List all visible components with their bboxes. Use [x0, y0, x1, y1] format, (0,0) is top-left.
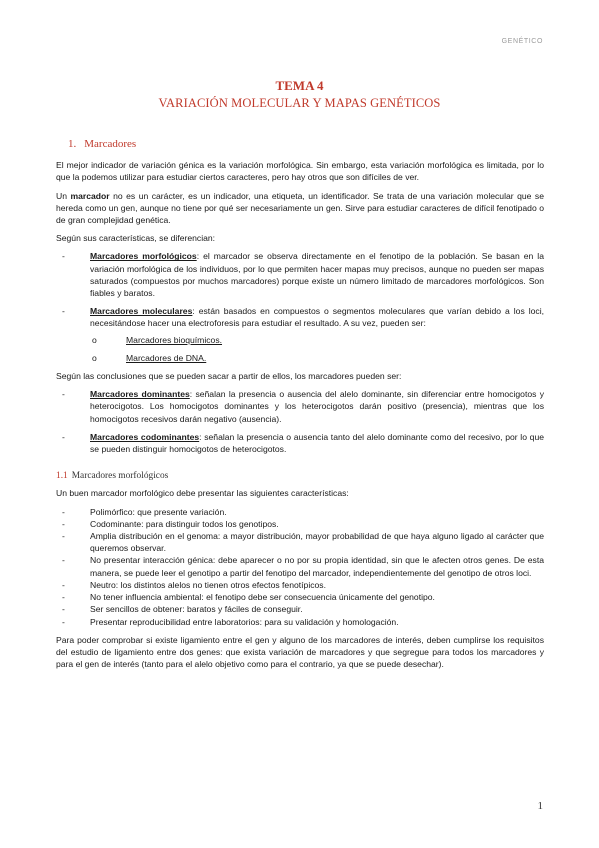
section-number: 1.1 [56, 471, 68, 482]
list-item: - Neutro: los distintos alelos no tienen otros efectos fenotípicos. [56, 579, 544, 591]
list-item: - Amplia distribución en el genoma: a mayor distribución, mayor probabilidad de que haya alguno ligado al carácter que queremos observar. [56, 530, 544, 554]
list-item: - Marcadores codominantes: señalan la presencia o ausencia tanto del alelo dominante como del recesivo, por lo que se pueden distinguir homocigotos de heterocigotos. [56, 431, 544, 455]
paragraph-conclusions-intro: Según las conclusiones que se pueden sacar a partir de ellos, los marcadores pueden ser: [56, 371, 402, 382]
section-number: 1. [68, 138, 77, 150]
document-body [56, 138, 544, 676]
list-item: - Polimórfico: que presente variación. [56, 506, 544, 518]
list-item: - No tener influencia ambiental: el fenotipo debe ser consecuencia únicamente del genotipo. [56, 591, 544, 603]
list-item: - Marcadores morfológicos: el marcador se observa directamente en el fenotipo de la población. Se basan en la variación morfológica de los individuos, por lo que permiten hacer mapas muy precisos, aunque no pueden ser mapas saturados (compuestos por muchos marcadores) porque existe un número limitado de marcadores morfológicos. Son fiables y baratos. [56, 250, 544, 299]
term-morfologicos: Marcadores morfológicos [90, 251, 197, 262]
chapter-number: TEMA 4 [275, 78, 324, 93]
list-item: o Marcadores bioquímicos. [90, 334, 544, 346]
list-item: - Marcadores dominantes: señalan la presencia o ausencia del alelo dominante, sin diferenciar entre homocigotos y heterocigotos. Los homocigotos dominantes y los heterocigotos darán positivo (presencia), mientras que los homocigotos recesivos darán negativo (ausencia). [56, 388, 544, 425]
paragraph-characteristics-intro: Un buen marcador morfológico debe presentar las siguientes características: [56, 488, 349, 499]
section-title: Marcadores [84, 138, 137, 150]
chapter-title: VARIACIÓN MOLECULAR Y MAPAS GENÉTICOS [158, 96, 441, 110]
term-marcador: marcador [70, 190, 110, 201]
list-item: - Presentar reproducibilidad entre laboratorios: para su validación y homologación. [56, 616, 544, 628]
marker-types-list [56, 250, 544, 364]
list-item: - Marcadores moleculares: están basados en compuestos o segmentos moleculares que varían debido a los loci, necesitándose hacer una electroforesis para estudiar el resultado. A su vez, pueden ser: o Marcadores bioquímicos. o Marcadores de DNA. [56, 305, 544, 364]
list-item: - No presentar interacción génica: debe aparecer o no por su propia identidad, sin que le afecten otros genes. De esta manera, se puede leer el genotipo a partir del fenotipo del marcador, independientemente del genotipo de otros loci. [56, 554, 544, 578]
list-item: - Ser sencillos de obtener: baratos y fáciles de conseguir. [56, 603, 544, 615]
list-item: - Codominante: para distinguir todos los genotipos. [56, 518, 544, 530]
term-codominantes: Marcadores codominantes [90, 431, 200, 442]
term-moleculares: Marcadores moleculares [90, 306, 193, 317]
section-heading-1-1 [56, 470, 544, 482]
section-heading-1 [68, 138, 544, 150]
term-dominantes: Marcadores dominantes [90, 389, 190, 400]
page-number: 1 [537, 800, 543, 812]
paragraph-marcador-definition: Un marcador no es un carácter, es un indicador, una etiqueta, un identificador. Se trata de una variación molecular que se hereda como un gen, aunque no tiene por qué ser necesariamente un gen. Sirve para estudiar caracteres de difícil fenotipado o de gran complejidad genética. [56, 190, 544, 226]
characteristics-list [56, 506, 544, 628]
paragraph-closing: Para poder comprobar si existe ligamiento entre el gen y alguno de los marcadores de interés, deben cumplirse los requisitos del estudio de ligamiento entre dos genes: que exista variación de marcadores y que segregue para todos los marcadores y para el gen de interés (tanto para el alelo objetivo como para el contrario, ya que se puede desechar). [56, 634, 544, 670]
section-title: Marcadores morfológicos [71, 471, 169, 482]
list-item: o Marcadores de DNA. [90, 352, 544, 364]
molecular-subtypes-list [90, 334, 544, 364]
dominance-types-list [56, 388, 544, 455]
paragraph-types-intro: Según sus características, se diferencian: [56, 233, 216, 244]
paragraph-intro: El mejor indicador de variación génica es la variación morfológica. Sin embargo, esta variación morfológica es limitada, por lo que la podemos utilizar para estudiar ciertos caracteres, pero hay otros que son difíciles de ver. [56, 160, 544, 183]
running-header: GENÉTICO [501, 38, 543, 45]
